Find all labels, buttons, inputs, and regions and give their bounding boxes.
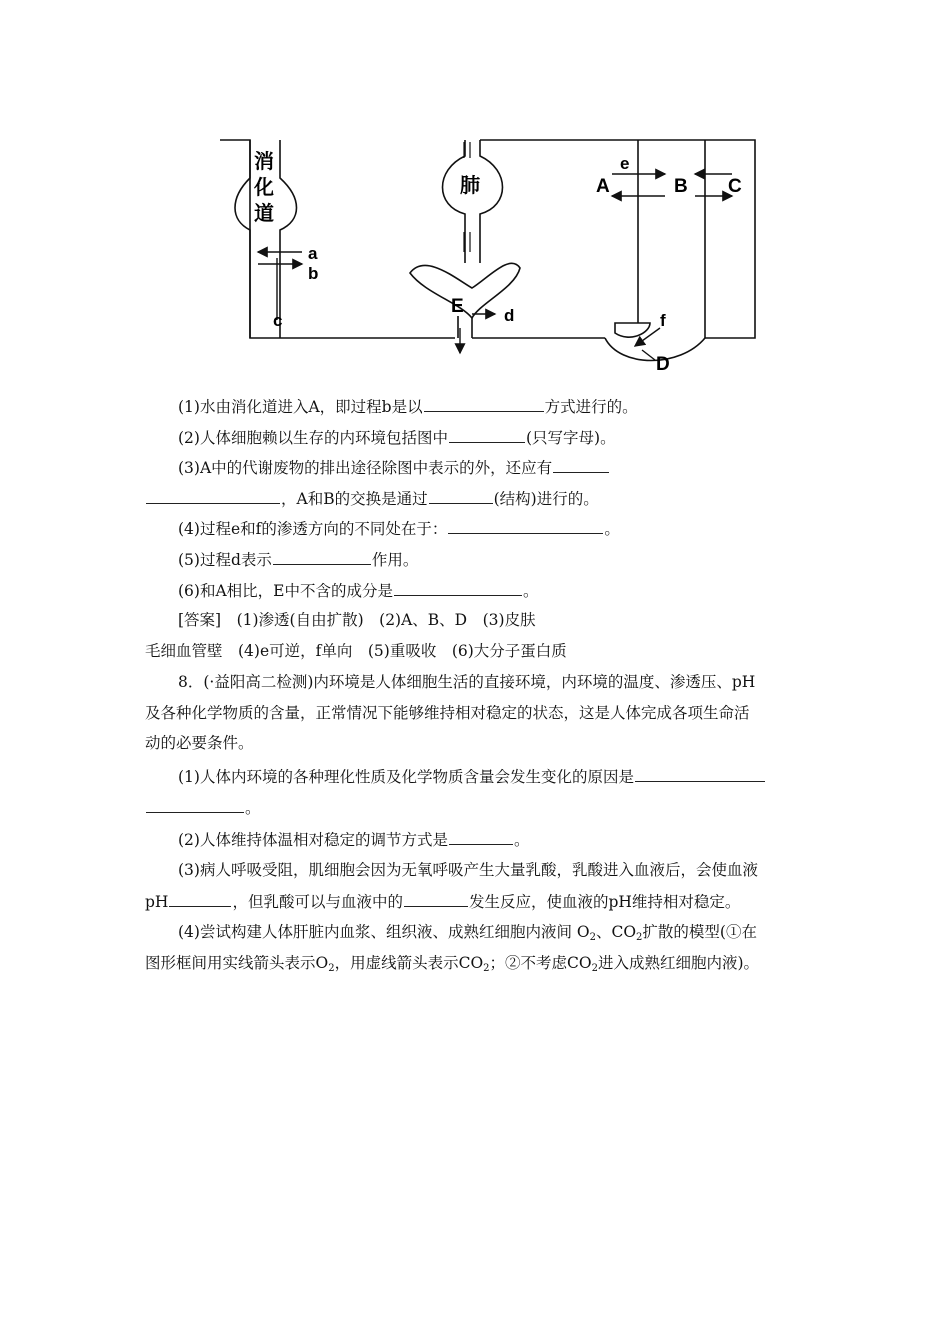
organ-digestive-2: 化 [254, 175, 274, 199]
answer-blank[interactable] [449, 829, 513, 845]
q7-part4: (4)过程e和f的渗透方向的不同处在于： 。 [178, 520, 620, 538]
answer-blank[interactable] [169, 891, 231, 907]
label-A: A [596, 176, 610, 197]
q7-part3-cont: ，A和B的交换是通过 (结构)进行的。 [145, 488, 599, 509]
label-d: d [504, 306, 515, 325]
answer-blank[interactable] [404, 891, 468, 907]
label-e: e [620, 154, 630, 173]
q7-part2: (2)人体细胞赖以生存的内环境包括图中 (只写字母)。 [178, 429, 616, 447]
q8-part2: (2)人体维持体温相对稳定的调节方式是 。 [178, 831, 530, 849]
q7-part6: (6)和A相比，E中不含的成分是 。 [178, 582, 539, 600]
answer-blank[interactable] [394, 580, 522, 596]
answer-blank[interactable] [449, 427, 525, 443]
label-c: c [273, 311, 283, 330]
label-D: D [656, 354, 670, 375]
answer-blank[interactable] [273, 549, 371, 565]
answer-blank[interactable] [424, 396, 544, 412]
q7-part5: (5)过程d表示 作用。 [178, 551, 419, 569]
answer-blank[interactable] [429, 488, 493, 504]
q8-stem-2: 及各种化学物质的含量，正常情况下能够维持相对稳定的状态，这是人体完成各项生命活 [145, 704, 750, 722]
organ-digestive-3: 道 [254, 201, 274, 225]
q8-stem-3: 动的必要条件。 [145, 734, 254, 752]
q7-answer-2: 毛细血管壁 (4)e可逆，f单向 (5)重吸收 (6)大分子蛋白质 [145, 642, 567, 660]
label-B: B [674, 176, 688, 197]
answer-blank[interactable] [146, 488, 280, 504]
label-C: C [728, 176, 742, 197]
organ-digestive-1: 消 [254, 149, 274, 173]
organ-lung: 肺 [460, 173, 480, 197]
q8-part4-cont: 图形框间用实线箭头表示$O_2$，用虚线箭头表示$CO_2$；②不考虑$CO_2$进入成熟红细胞内液)。 [145, 954, 760, 974]
answer-blank[interactable] [146, 797, 244, 813]
label-b: b [308, 264, 319, 283]
label-a: a [308, 244, 318, 263]
q8-part1: (1)人体内环境的各种理化性质及化学物质含量会发生变化的原因是 [178, 766, 766, 787]
answer-blank[interactable] [635, 766, 765, 782]
q7-part3: (3)A中的代谢废物的排出途径除图中表示的外，还应有 [178, 457, 610, 478]
q8-part3-cont: pH ，但乳酸可以与血液中的 发生反应，使血液的pH维持相对稳定。 [145, 893, 741, 911]
glomerulus-outline [605, 338, 705, 361]
answer-blank[interactable] [553, 457, 609, 473]
label-f: f [660, 311, 666, 330]
lung-outline [443, 140, 503, 263]
q8-stem-1: 8．(·益阳高二检测)内环境是人体细胞生活的直接环境，内环境的温度、渗透压、pH [178, 673, 756, 691]
q8-part1-cont: 。 [145, 797, 261, 818]
answer-blank[interactable] [448, 518, 603, 534]
internal-environment-diagram [210, 128, 790, 378]
q8-part4: (4)尝试构建人体肝脏内血浆、组织液、成熟红细胞内液间 $O_2$、$CO_2$扩散的模型(①在 [178, 923, 757, 943]
q7-part1: (1)水由消化道进入A，即过程b是以 方式进行的。 [178, 398, 638, 416]
q7-answer-1: [答案] (1)渗透(自由扩散) (2)A、B、D (3)皮肤 [178, 611, 536, 629]
label-E: E [451, 296, 464, 317]
q8-part3: (3)病人呼吸受阻，肌细胞会因为无氧呼吸产生大量乳酸，乳酸进入血液后，会使血液 [178, 861, 758, 879]
